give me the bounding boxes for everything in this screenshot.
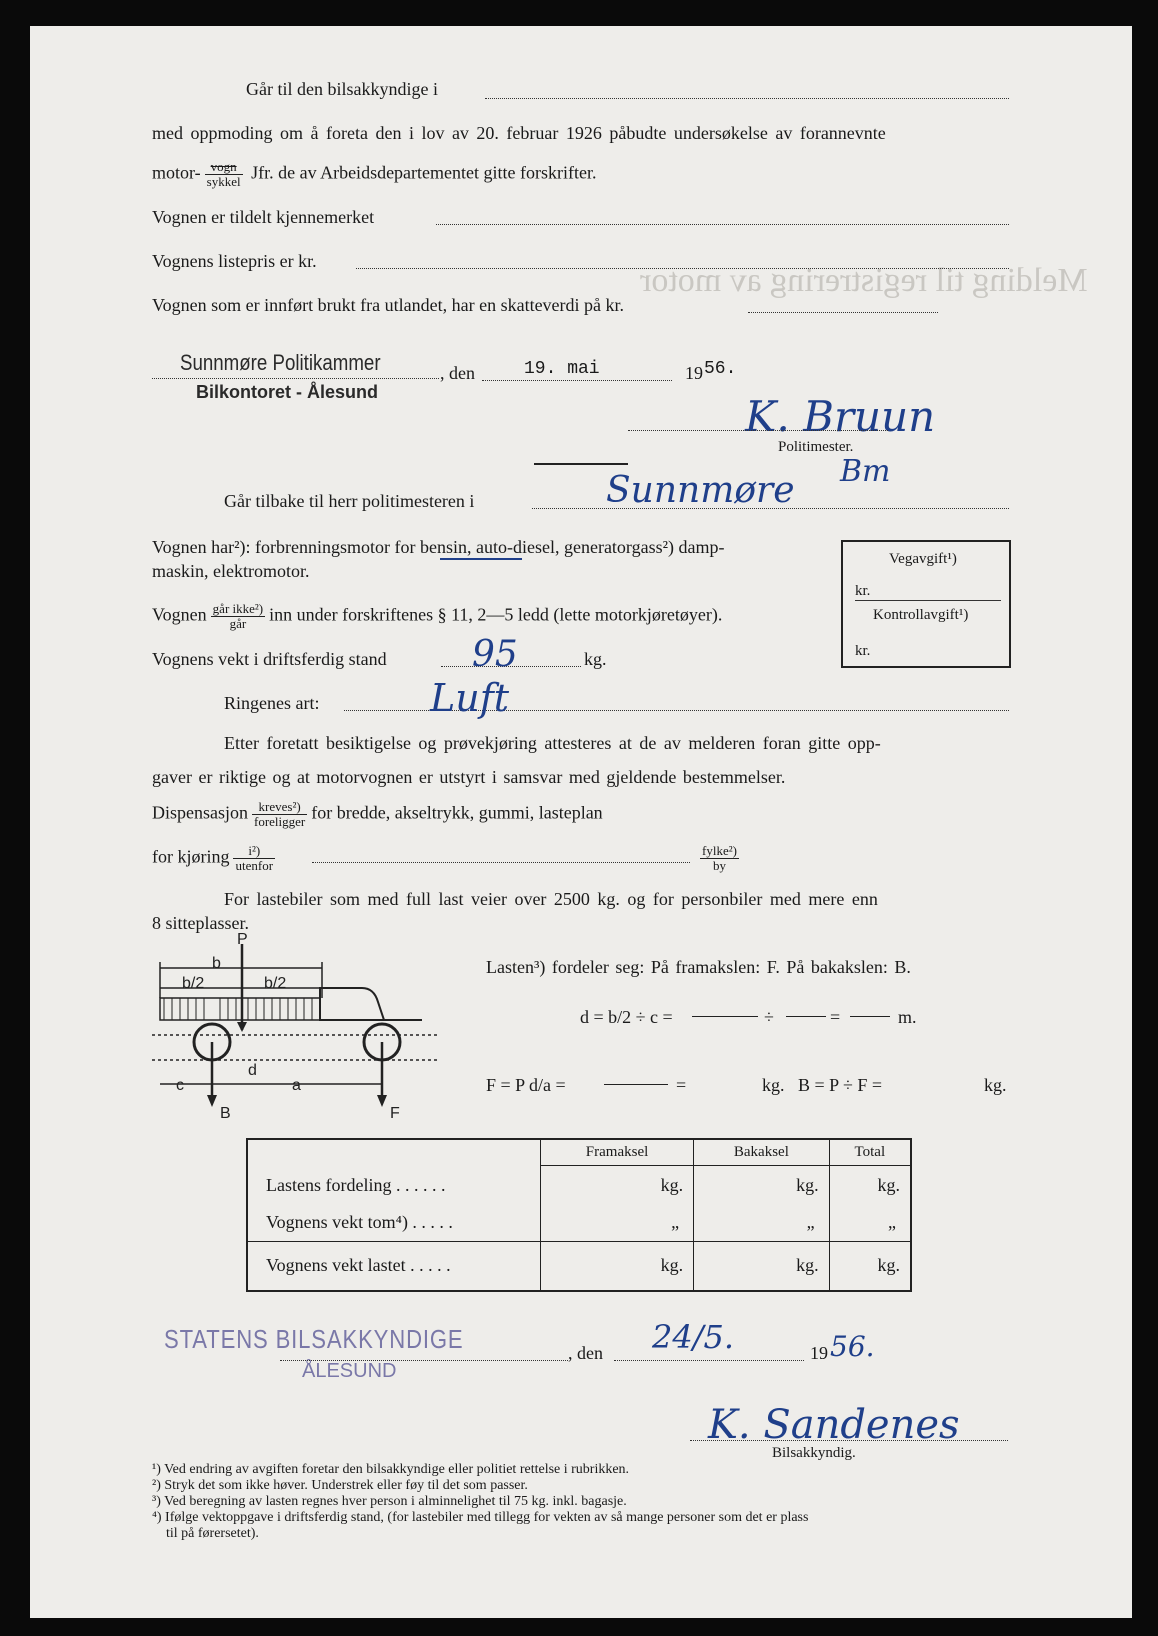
trucks-text-2: 8 sitteplasser. (152, 913, 249, 933)
motor-frac-bot: sykkel (206, 174, 241, 189)
motor-fraction (205, 160, 243, 189)
disp-frac-top: kreves²) (252, 800, 307, 815)
row-cell: kg. (829, 1241, 911, 1291)
inspector-year-suffix: 56. (830, 1330, 875, 1363)
police-signature-line (628, 430, 888, 431)
inspector-date-line (614, 1360, 804, 1361)
drive-frac-bot: utenfor (235, 858, 274, 873)
imported-label: Vognen som er innført brukt fra utlandet, har en skatteverdi på kr. (152, 295, 625, 315)
goes-to-label: Går til den bilsakkyndige i (246, 79, 438, 99)
axle-load-diagram (152, 931, 452, 1122)
goes-prefix: Vognen (152, 604, 207, 625)
drive-line (152, 844, 279, 873)
engine-text-2: maskin, elektromotor. (152, 561, 310, 581)
fee-box (841, 540, 1011, 668)
goes-back-label: Går tilbake til herr politimesteren i (224, 491, 475, 511)
disp-suffix: for bredde, akseltrykk, gummi, lasteplan (311, 802, 603, 823)
list-price-label: Vognens listepris er kr. (152, 251, 317, 271)
footnote-4-cont: til på førersetet). (152, 1526, 259, 1541)
table-row (247, 1205, 911, 1241)
tyres-value-handwritten: Luft (430, 676, 510, 720)
formula-d-blank-3 (850, 1016, 890, 1017)
formula-f: F = P d/a = (486, 1075, 566, 1095)
formula-b: B = P ÷ F = (798, 1075, 883, 1095)
table-header-label (247, 1139, 541, 1165)
regulations-text: Jfr. de av Arbeidsdepartementet gitte forskrifter. (251, 162, 597, 183)
police-date-line (482, 380, 672, 381)
county-frac (700, 844, 739, 873)
row-cell: kg. (694, 1165, 830, 1205)
engine-underline (440, 558, 522, 560)
row-label: Vognens vekt tom⁴) . . . . . (266, 1212, 453, 1233)
weight-table (246, 1138, 912, 1292)
goes-frac-top: går ikke²) (212, 601, 264, 616)
weight-value-handwritten: 95 (472, 634, 518, 675)
disp-frac-bot: foreligger (254, 814, 306, 829)
formula-d-blank-1 (692, 1016, 758, 1017)
footnote-1: ¹) Ved endring av avgiften foretar den bilsakkyndige eller politiet rettelse i rubrikken. (152, 1462, 630, 1477)
tyres-label: Ringenes art: (224, 693, 320, 713)
plate-line (436, 224, 1009, 225)
dispensation-line (152, 800, 603, 829)
drive-fraction (233, 844, 275, 873)
imported-line (748, 312, 938, 313)
county-frac-top: fylke²) (702, 843, 737, 858)
inspector-signature: K. Sandenes (708, 1402, 960, 1448)
table-row (247, 1241, 911, 1291)
table-header-front: Framaksel (541, 1139, 694, 1165)
formula-f-eq: = (676, 1075, 687, 1095)
table-header-total: Total (829, 1139, 911, 1165)
police-signature: K. Bruun (745, 392, 936, 441)
weight-label: Vognens vekt i driftsferdig stand (152, 649, 387, 669)
separator-rule (534, 463, 628, 465)
row-cell: kg. (541, 1241, 694, 1291)
drive-line-fill (312, 862, 690, 863)
motor-prefix: motor- (152, 162, 201, 183)
goes-suffix: inn under forskriftenes § 11, 2—5 ledd (lette motorkjøretøyer). (269, 604, 723, 625)
inspector-title: Bilsakkyndig. (772, 1445, 856, 1461)
road-tax-line (855, 600, 1001, 601)
formula-f-kg: kg. (762, 1075, 785, 1095)
formula-d-minus: ÷ (764, 1007, 774, 1027)
footnote-3: ³) Ved beregning av lasten regnes hver person i alminnelighet til 75 kg. inkl. bagasje. (152, 1494, 627, 1509)
formula-b-kg: kg. (984, 1075, 1007, 1095)
row-cell: kg. (541, 1165, 694, 1205)
bleed-through-title: Melding til registrering av motor (640, 262, 1088, 299)
footnote-4: ⁴) Ifølge vektoppgave i driftsferdig stand, (for lastebiler med tillegg for vekten av så mange personer som det er plass (152, 1510, 809, 1525)
trucks-text-1: For lastebiler som med full last veier over 2500 kg. og for personbiler med mere enn (224, 889, 878, 909)
footnote-2: ²) Stryk det som ikke høver. Understrek eller føy til det som passer. (152, 1478, 528, 1493)
inspector-place-line (485, 98, 1009, 99)
inspector-den-label: , den (568, 1343, 603, 1363)
formula-d-blank-2 (786, 1016, 826, 1017)
police-place-line (152, 378, 439, 379)
formula-f-blank (604, 1084, 668, 1085)
row-cell: „ (829, 1205, 911, 1241)
formula-d-eq: = (830, 1007, 841, 1027)
diagram-label-bb: B (220, 1105, 231, 1122)
request-text: med oppmoding om å foreta den i lov av 20. februar 1926 påbudte undersøkelse av forannevnte (152, 123, 886, 143)
inspector-signature-line (690, 1440, 1008, 1441)
police-stamp-line1: Sunnmøre Politikammer (180, 350, 381, 375)
diagram-label-c: c (176, 1077, 184, 1094)
inspector-place-line (280, 1360, 568, 1361)
list-price-line (356, 268, 1009, 269)
inspector-stamp-line2: ÅLESUND (302, 1360, 397, 1382)
plate-label: Vognen er tildelt kjennemerket (152, 207, 375, 227)
initials-handwritten: Bm (840, 454, 891, 489)
inspector-stamp-line1: STATENS BILSAKKYNDIGE (164, 1324, 464, 1354)
formula-d: d = b/2 ÷ c = (580, 1007, 673, 1027)
row-cell: „ (541, 1205, 694, 1241)
row-cell: kg. (829, 1165, 911, 1205)
table-header-rear: Bakaksel (694, 1139, 830, 1165)
motor-line (152, 160, 596, 189)
motor-frac-top: vogn (205, 160, 243, 175)
police-title: Politimester. (778, 439, 854, 455)
police-date: 19. mai (524, 359, 600, 379)
control-fee-kr: kr. (855, 643, 871, 659)
police-year-prefix: 19 (685, 363, 703, 383)
attest-text-1: Etter foretatt besiktigelse og prøvekjøring attesteres at de av melderen foran gitte opp- (224, 733, 881, 753)
police-den-label: , den (440, 363, 475, 383)
attest-text-2: gaver er riktige og at motorvognen er utstyrt i samsvar med gjeldende bestemmelser. (152, 767, 786, 787)
drive-frac-top: i²) (233, 844, 275, 859)
police-stamp-line2: Bilkontoret - Ålesund (196, 382, 379, 402)
road-tax-label: Vegavgift¹) (889, 551, 957, 567)
inspector-date: 24/5. (652, 1318, 735, 1356)
diagram-label-b2b: b/2 (264, 975, 287, 992)
inspector-year-prefix: 19 (810, 1343, 828, 1363)
diagram-label-a: a (292, 1077, 301, 1094)
row-label: Lastens fordeling . . . . . . (266, 1174, 446, 1195)
engine-text-1: Vognen har²): forbrenningsmotor for bensin, auto-diesel, generatorgass²) damp- (152, 537, 725, 557)
police-year-suffix: 56. (704, 359, 737, 379)
disp-prefix: Dispensasjon (152, 802, 248, 823)
diagram-label-f: F (390, 1105, 400, 1122)
row-cell: „ (694, 1205, 830, 1241)
goes-frac-bot: går (229, 616, 247, 631)
road-tax-kr: kr. (855, 583, 871, 599)
weight-unit: kg. (584, 649, 607, 669)
disp-fraction (252, 800, 307, 829)
goes-fraction (211, 602, 265, 631)
table-row (247, 1165, 911, 1205)
diagram-label-p: P (237, 931, 248, 948)
row-label: Vognens vekt lastet . . . . . (266, 1255, 451, 1276)
police-district-handwritten: Sunnmøre (606, 470, 795, 511)
control-fee-label: Kontrollavgift¹) (873, 607, 969, 623)
formula-d-unit: m. (898, 1007, 917, 1027)
diagram-label-b2a: b/2 (182, 975, 205, 992)
diagram-label-b: b (212, 955, 221, 972)
county-fraction (696, 844, 743, 873)
load-intro: Lasten³) fordeler seg: På framakslen: F. På bakakslen: B. (486, 957, 911, 977)
row-cell: kg. (694, 1241, 830, 1291)
goes-line (152, 602, 722, 631)
drive-prefix: for kjøring (152, 846, 230, 867)
county-frac-bot: by (712, 858, 726, 873)
diagram-label-d: d (248, 1062, 257, 1079)
